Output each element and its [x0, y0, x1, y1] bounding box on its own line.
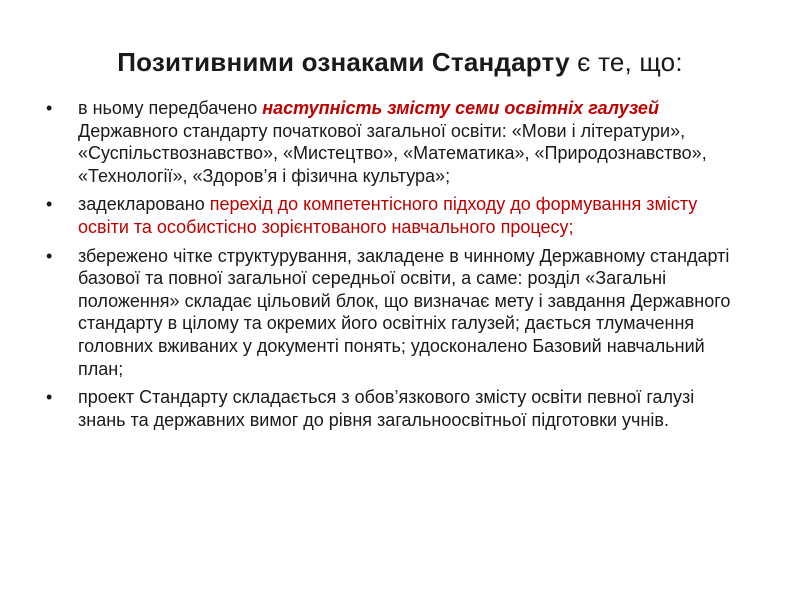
- bullet-text: в ньому передбачено: [78, 98, 263, 118]
- slide-title: [0, 46, 800, 78]
- bullet-dot-icon: •: [46, 194, 53, 215]
- bullet-item-competence: [46, 193, 736, 238]
- bullet-highlight: наступність змісту семи освітніх галузей: [262, 98, 659, 118]
- bullet-text: збережено чітке структурування, закладене в чинному Державному стандарті базової та повної загальної середньої освіти, а саме: розділ «Загальні положення» складає цільовий блок, що визначає мету і завдання Державного стандарту в цілому та окремих його освітніх галузей; дається тлумачення головних вживаних у документі понять; удосконалено Базовий навчальний план;: [78, 245, 731, 379]
- bullet-dot-icon: •: [46, 98, 53, 118]
- bullet-text: задекларовано: [78, 194, 210, 215]
- bullet-dot-icon: •: [46, 245, 53, 266]
- bullet-item-continuity: [46, 97, 736, 187]
- bullet-item-composition: [46, 386, 736, 431]
- title-rest-part: є те, що:: [569, 47, 683, 77]
- bullet-list: [46, 97, 736, 437]
- bullet-highlight: перехід до компетентісного підходу до формування змісту освіти та особистісно зорієнтованого навчального процесу;: [78, 194, 698, 237]
- bullet-item-structure: [46, 245, 736, 381]
- title-bold-part: Позитивними ознаками Стандарту: [117, 47, 570, 77]
- bullet-text: проект Стандарту складається з обов’язкового змісту освіти певної галузі знань та державних вимог до рівня загальноосвітньої підготовки учнів.: [78, 387, 695, 430]
- bullet-text: Державного стандарту початкової загальної освіти: «Мови і літератури», «Суспільствознавство», «Мистецтво», «Математика», «Природознавство», «Технології», «Здоров’я і фізична культура»;: [78, 120, 707, 186]
- bullet-dot-icon: •: [46, 387, 53, 408]
